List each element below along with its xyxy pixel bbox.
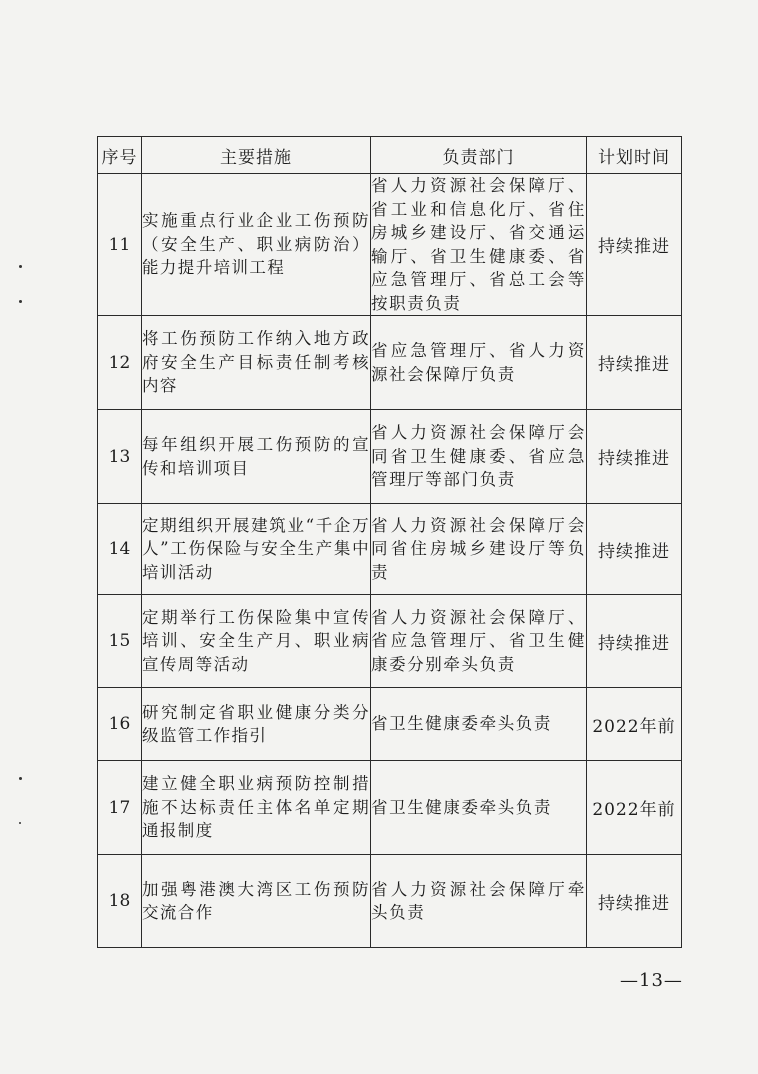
scan-speck [19, 822, 21, 824]
row-no: 18 [98, 855, 142, 948]
measures-table [97, 136, 682, 948]
row-department: 省卫生健康委牵头负责 [371, 761, 587, 855]
row-measure: 每年组织开展工伤预防的宣传和培训项目 [142, 410, 371, 504]
row-time: 持续推进 [587, 504, 682, 595]
row-measure: 加强粤港澳大湾区工伤预防交流合作 [142, 855, 371, 948]
table-row [98, 316, 682, 410]
row-time: 2022年前 [587, 761, 682, 855]
table-row [98, 761, 682, 855]
row-measure: 定期举行工伤保险集中宣传培训、安全生产月、职业病宣传周等活动 [142, 595, 371, 688]
row-time: 持续推进 [587, 410, 682, 504]
scan-speck [19, 265, 22, 268]
row-time: 持续推进 [587, 595, 682, 688]
header-department: 负责部门 [371, 137, 587, 174]
row-no: 15 [98, 595, 142, 688]
table-row [98, 688, 682, 761]
row-measure: 将工伤预防工作纳入地方政府安全生产目标责任制考核内容 [142, 316, 371, 410]
table-row [98, 504, 682, 595]
table-row [98, 595, 682, 688]
row-department: 省人力资源社会保障厅会同省卫生健康委、省应急管理厅等部门负责 [371, 410, 587, 504]
table-row [98, 174, 682, 316]
row-department: 省人力资源社会保障厅牵头负责 [371, 855, 587, 948]
row-measure: 建立健全职业病预防控制措施不达标责任主体名单定期通报制度 [142, 761, 371, 855]
row-time: 2022年前 [587, 688, 682, 761]
row-measure: 研究制定省职业健康分类分级监管工作指引 [142, 688, 371, 761]
row-time: 持续推进 [587, 316, 682, 410]
row-time: 持续推进 [587, 174, 682, 316]
row-no: 11 [98, 174, 142, 316]
row-department: 省应急管理厅、省人力资源社会保障厅负责 [371, 316, 587, 410]
row-no: 13 [98, 410, 142, 504]
header-time: 计划时间 [587, 137, 682, 174]
scan-speck [19, 300, 22, 303]
row-no: 14 [98, 504, 142, 595]
row-no: 12 [98, 316, 142, 410]
row-measure: 实施重点行业企业工伤预防（安全生产、职业病防治）能力提升培训工程 [142, 174, 371, 316]
row-no: 17 [98, 761, 142, 855]
row-time: 持续推进 [587, 855, 682, 948]
row-department: 省卫生健康委牵头负责 [371, 688, 587, 761]
header-no: 序号 [98, 137, 142, 174]
row-department: 省人力资源社会保障厅、省应急管理厅、省卫生健康委分别牵头负责 [371, 595, 587, 688]
table-row [98, 855, 682, 948]
scan-speck [19, 777, 22, 780]
row-department: 省人力资源社会保障厅、省工业和信息化厅、省住房城乡建设厅、省交通运输厅、省卫生健康委、省应急管理厅、省总工会等按职责负责 [371, 174, 587, 316]
row-no: 16 [98, 688, 142, 761]
table-header-row [98, 137, 682, 174]
page-number: —13— [620, 970, 683, 991]
table-row [98, 410, 682, 504]
row-measure: 定期组织开展建筑业“千企万人”工伤保险与安全生产集中培训活动 [142, 504, 371, 595]
header-measure: 主要措施 [142, 137, 371, 174]
row-department: 省人力资源社会保障厅会同省住房城乡建设厅等负责 [371, 504, 587, 595]
